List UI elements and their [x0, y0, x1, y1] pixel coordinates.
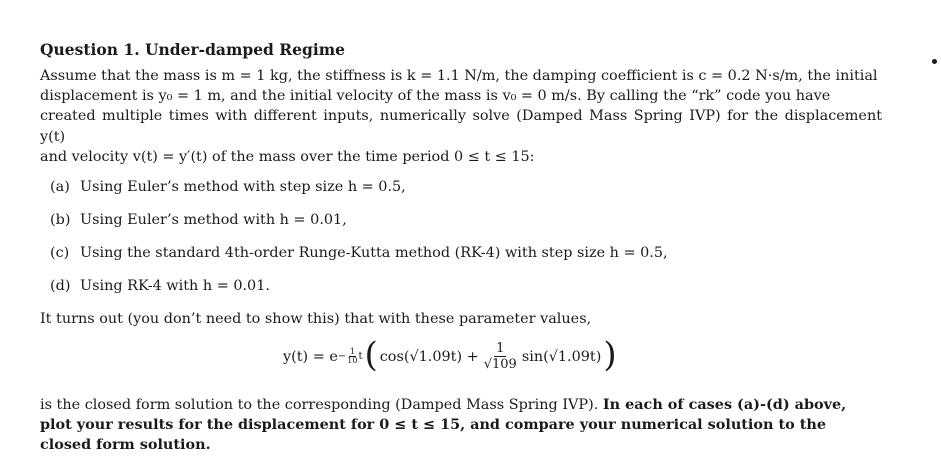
closing-paragraph [40, 395, 882, 456]
closing-bold-2: plot your results for the displacement for 0 ≤ t ≤ 15, and compare your numerical solution to the [40, 416, 826, 434]
list-item [50, 243, 882, 263]
closing-bold-1: In each of cases (a)-(d) above, [602, 396, 847, 414]
list-item [50, 276, 882, 296]
intro-line-3: created multiple times with different inputs, numerically solve (Damped Mass Spring IVP) for the displacement y(t) [40, 108, 882, 145]
item-text: Using the standard 4th-order Runge-Kutta method (RK-4) with step size h = 0.5, [80, 245, 668, 262]
eq-lhs: y(t) = e [283, 348, 338, 365]
eq-fraction [482, 341, 519, 372]
item-text: Using Euler’s method with step size h = 0.5, [80, 179, 406, 196]
intro-line-1: Assume that the mass is m = 1 kg, the stiffness is k = 1.1 N/m, the damping coefficient is c = 0.2 N·s/m, the initial [40, 68, 878, 84]
item-label: (d) [50, 278, 71, 295]
eq-exp-num: 1 [349, 347, 355, 357]
margin-dot [932, 59, 937, 64]
closing-plain: is the closed form solution to the corresponding (Damped Mass Spring IVP). [40, 397, 599, 414]
item-label: (b) [50, 212, 71, 229]
eq-exp-sign: − [337, 351, 347, 363]
question-block [40, 40, 882, 456]
item-label: (c) [50, 245, 70, 262]
eq-frac-num: 1 [496, 341, 505, 357]
eq-exp-var: t [358, 351, 363, 363]
item-text: Using Euler’s method with h = 0.01, [80, 212, 347, 229]
closed-form-equation [40, 335, 882, 391]
item-text: Using RK-4 with h = 0.01. [80, 278, 270, 295]
intro-line-2: displacement is y₀ = 1 m, and the initial velocity of the mass is v₀ = 0 m/s. By calling the “rk” code you have [40, 88, 831, 105]
eq-left-paren: ( [364, 334, 378, 375]
turns-out-sentence: It turns out (you don’t need to show this) that with these parameter values, [40, 311, 592, 328]
eq-cos-term: cos(√1.09t) + [379, 348, 479, 365]
closing-bold-3: closed form solution. [40, 436, 211, 454]
list-item [50, 210, 882, 230]
task-list [50, 177, 882, 296]
eq-right-paren: ) [603, 334, 617, 375]
eq-frac-den: √109 [483, 357, 517, 373]
question-intro [40, 66, 882, 167]
closing-line-1 [40, 395, 882, 415]
list-item [50, 177, 882, 197]
intro-line-4: and velocity v(t) = y′(t) of the mass over the time period 0 ≤ t ≤ 15: [40, 148, 535, 165]
item-label: (a) [50, 179, 70, 196]
eq-exp-den: 10 [347, 356, 358, 366]
eq-exp-fraction [347, 348, 357, 365]
question-title: Question 1. Under-damped Regime [40, 40, 346, 59]
eq-sin-term: sin(√1.09t) [521, 348, 602, 365]
